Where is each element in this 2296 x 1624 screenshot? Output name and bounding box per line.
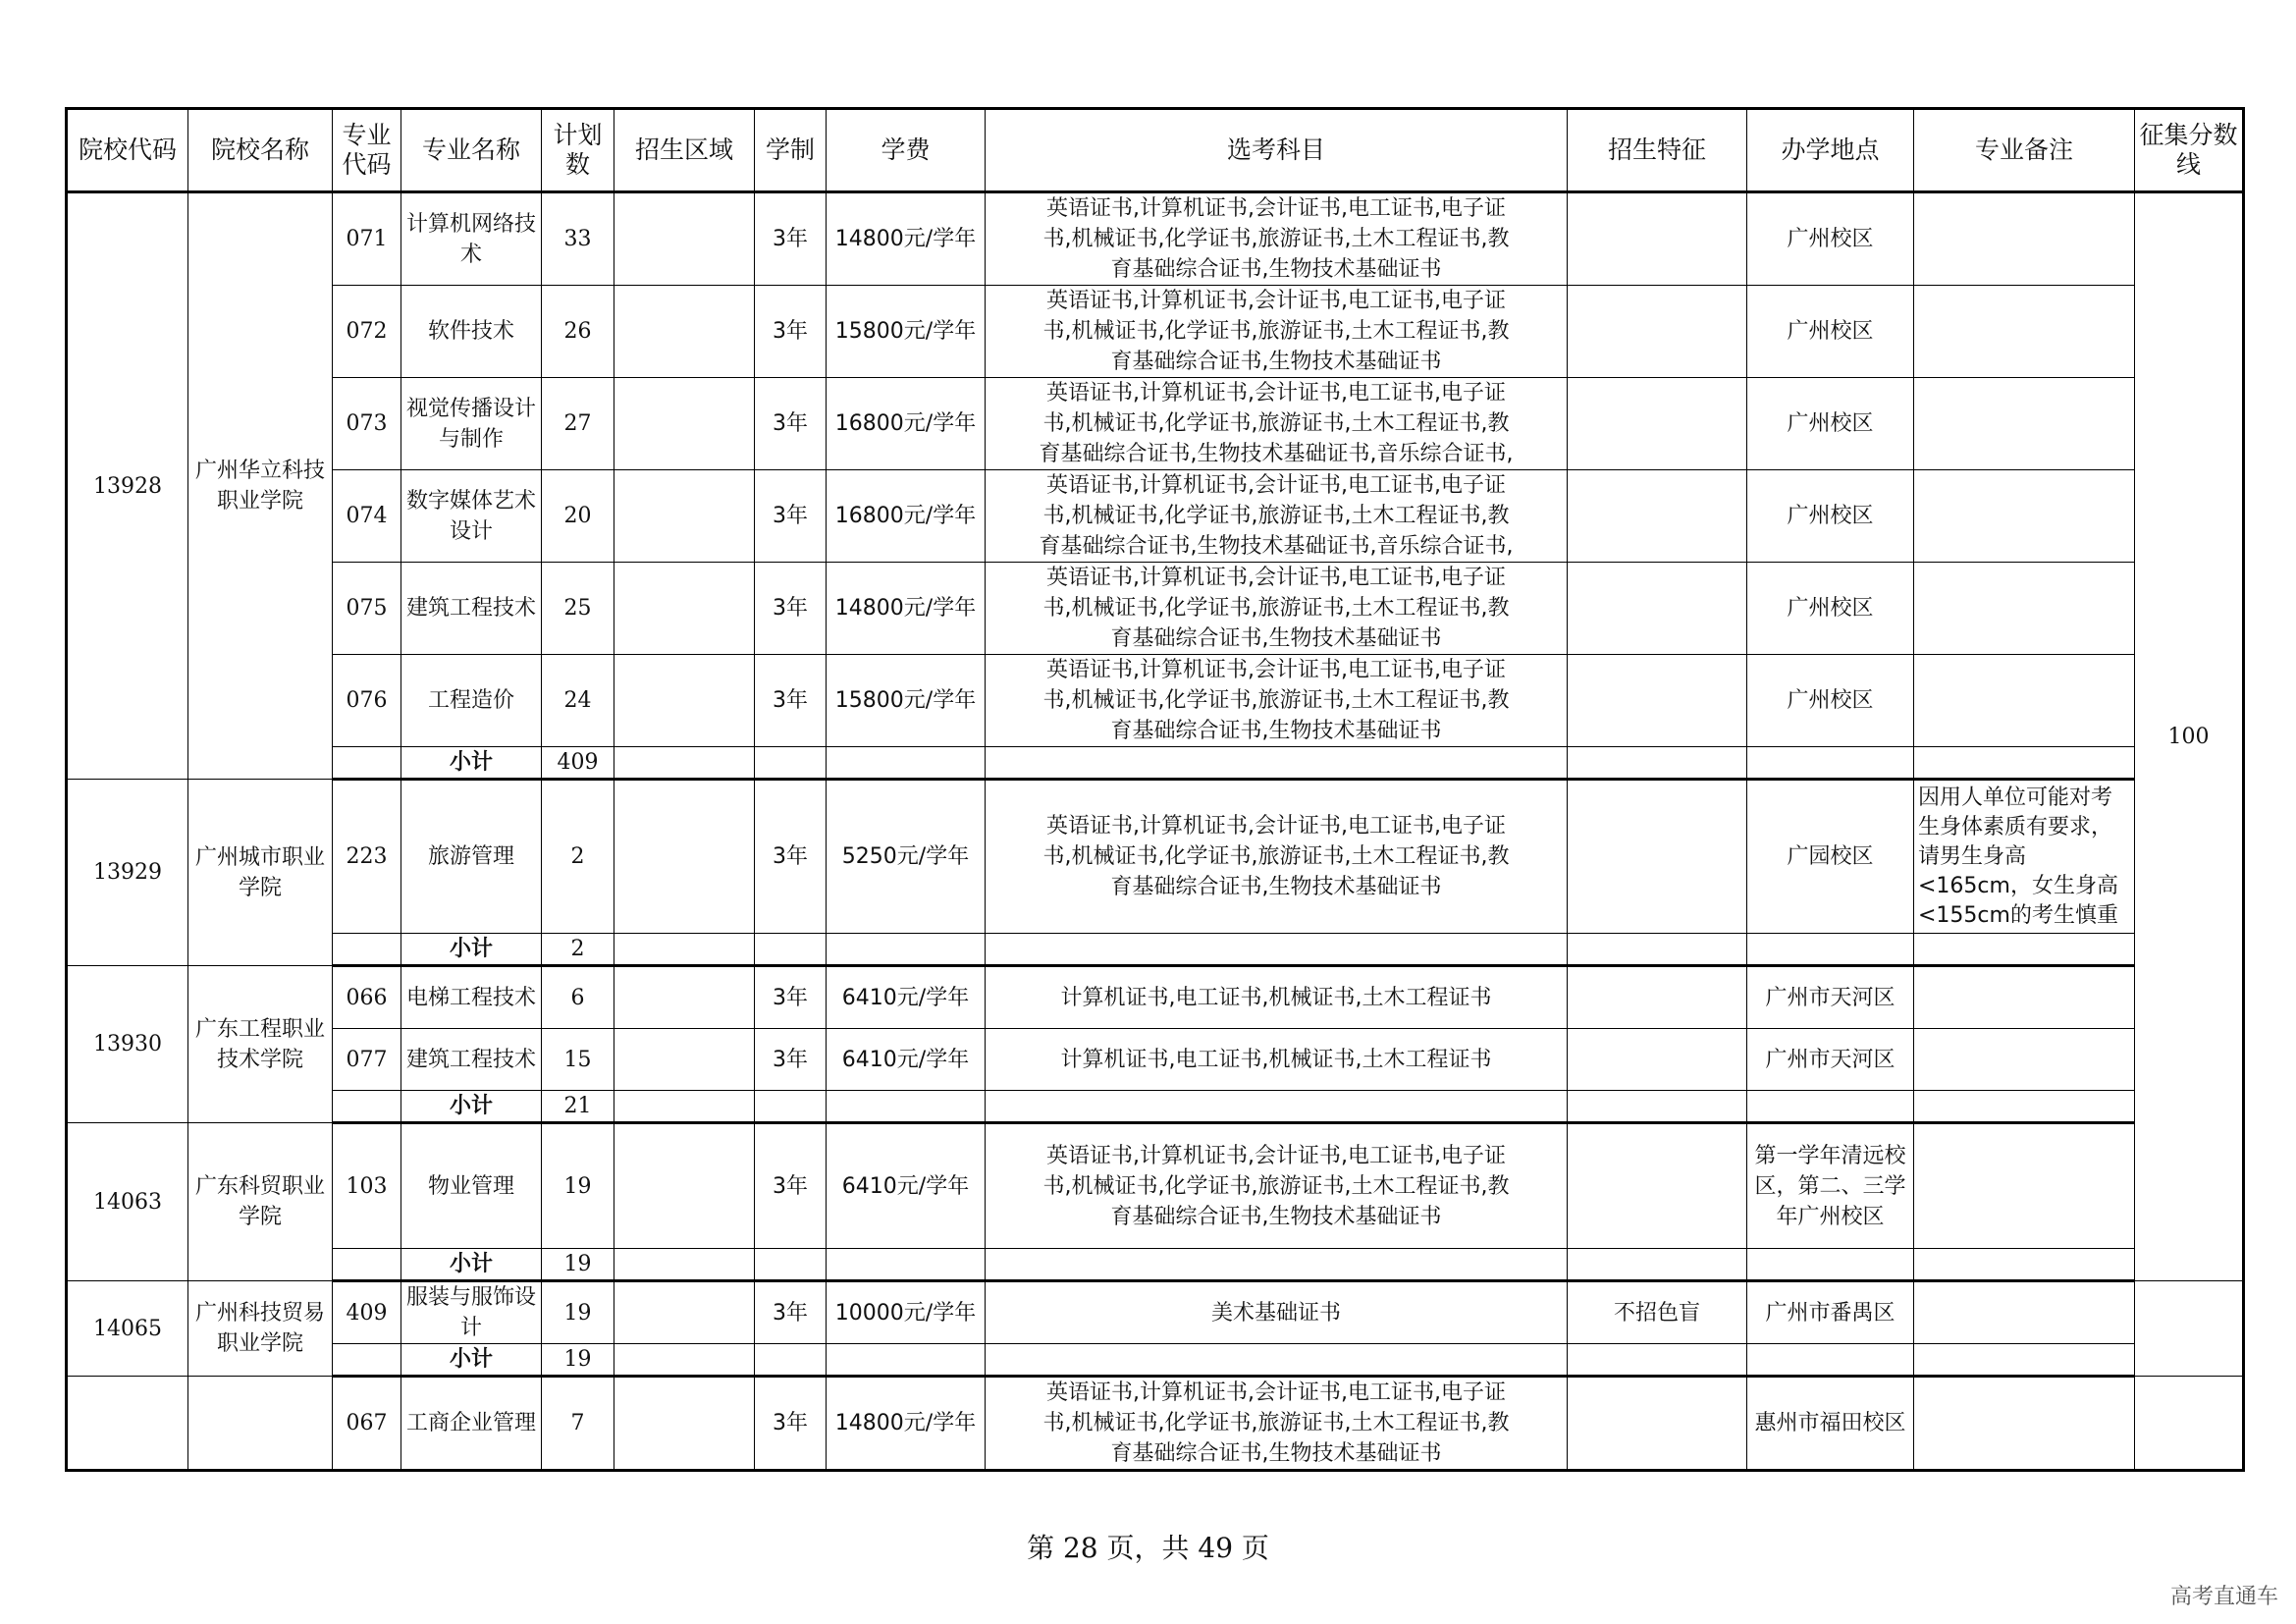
campus-location: 广州校区 — [1747, 286, 1914, 378]
table-row — [67, 1029, 2244, 1091]
tuition-fee: 5250元/学年 — [827, 780, 986, 934]
subject-line: 育基础综合证书,生物技术基础证书 — [1110, 1441, 1442, 1466]
table-row — [67, 286, 2244, 378]
subtotal-empty — [614, 1091, 755, 1123]
subject-line: 育基础综合证书,生物技术基础证书 — [1110, 1204, 1442, 1229]
school-code: 14065 — [67, 1281, 188, 1377]
enrollment-feature — [1568, 192, 1747, 286]
major-code: 103 — [333, 1123, 401, 1249]
subtotal-value: 19 — [542, 1344, 614, 1377]
major-note — [1914, 1029, 2135, 1091]
major-code: 072 — [333, 286, 401, 378]
region-cell — [614, 780, 755, 934]
enrollment-feature — [1568, 563, 1747, 655]
subtotal-empty — [986, 934, 1568, 966]
region-cell — [614, 1123, 755, 1249]
major-name: 数字媒体艺术设计 — [401, 470, 542, 563]
region-cell — [614, 563, 755, 655]
table-row — [67, 780, 2244, 934]
subject-line: 育基础综合证书,生物技术基础证书 — [1110, 875, 1442, 899]
subjects — [986, 192, 1568, 286]
subject-line: 英语证书,计算机证书,会计证书,电工证书,电子证 — [1046, 196, 1506, 221]
subtotal-empty — [1914, 747, 2135, 780]
subtotal-label: 小计 — [401, 1344, 542, 1377]
region-cell — [614, 286, 755, 378]
subject-line: 育基础综合证书,生物技术基础证书 — [1110, 626, 1442, 651]
subtotal-empty — [1568, 1091, 1747, 1123]
subtotal-row — [67, 1091, 2244, 1123]
campus-location: 第一学年清远校区，第二、三学年广州校区 — [1747, 1123, 1914, 1249]
subject-line: 书,机械证书,化学证书,旅游证书,土木工程证书,教 — [1042, 596, 1510, 621]
subtotal-label: 小计 — [401, 934, 542, 966]
subtotal-empty — [827, 1344, 986, 1377]
years: 3年 — [755, 1377, 827, 1471]
tuition-fee: 16800元/学年 — [827, 378, 986, 470]
major-note — [1914, 286, 2135, 378]
major-name: 建筑工程技术 — [401, 563, 542, 655]
enrollment-feature — [1568, 966, 1747, 1029]
years: 3年 — [755, 966, 827, 1029]
major-code: 076 — [333, 655, 401, 747]
subject-line: 书,机械证书,化学证书,旅游证书,土木工程证书,教 — [1042, 688, 1510, 713]
subject-line: 英语证书,计算机证书,会计证书,电工证书,电子证 — [1046, 381, 1506, 406]
plan-count: 19 — [542, 1123, 614, 1249]
admission-table — [65, 107, 2245, 1472]
major-name: 电梯工程技术 — [401, 966, 542, 1029]
subtotal-empty — [1914, 1249, 2135, 1281]
years: 3年 — [755, 1029, 827, 1091]
table-row — [67, 1377, 2244, 1471]
school-name: 广东科贸职业学院 — [188, 1123, 333, 1281]
tuition-fee: 6410元/学年 — [827, 1029, 986, 1091]
subjects — [986, 1281, 1568, 1344]
tuition-fee: 15800元/学年 — [827, 286, 986, 378]
enrollment-feature — [1568, 470, 1747, 563]
subject-line: 育基础综合证书,生物技术基础证书,音乐综合证书, — [1039, 534, 1514, 559]
subtotal-empty — [1568, 934, 1747, 966]
school-code: 14063 — [67, 1123, 188, 1281]
region-cell — [614, 966, 755, 1029]
tuition-fee: 6410元/学年 — [827, 1123, 986, 1249]
years: 3年 — [755, 192, 827, 286]
plan-count: 2 — [542, 780, 614, 934]
major-name: 软件技术 — [401, 286, 542, 378]
subject-line: 英语证书,计算机证书,会计证书,电工证书,电子证 — [1046, 658, 1506, 682]
school-code: 13928 — [67, 192, 188, 780]
subtotal-label: 小计 — [401, 1249, 542, 1281]
subject-line: 英语证书,计算机证书,会计证书,电工证书,电子证 — [1046, 1380, 1506, 1405]
school-code: 13929 — [67, 780, 188, 966]
subtotal-value: 2 — [542, 934, 614, 966]
table-row — [67, 966, 2244, 1029]
major-code: 067 — [333, 1377, 401, 1471]
subject-line: 育基础综合证书,生物技术基础证书 — [1110, 257, 1442, 282]
cutoff-score-empty — [2135, 1281, 2244, 1377]
subtotal-gap — [333, 934, 401, 966]
header-row — [67, 109, 2244, 192]
subtotal-row — [67, 747, 2244, 780]
plan-count: 6 — [542, 966, 614, 1029]
school-name: 广东工程职业技术学院 — [188, 966, 333, 1123]
major-code: 071 — [333, 192, 401, 286]
major-note — [1914, 563, 2135, 655]
table-row — [67, 192, 2244, 286]
major-code: 075 — [333, 563, 401, 655]
subtotal-gap — [333, 747, 401, 780]
subjects — [986, 1377, 1568, 1471]
enrollment-feature: 不招色盲 — [1568, 1281, 1747, 1344]
subjects — [986, 563, 1568, 655]
subject-line: 书,机械证书,化学证书,旅游证书,土木工程证书,教 — [1042, 1411, 1510, 1435]
subtotal-empty — [1914, 1344, 2135, 1377]
subtotal-empty — [986, 747, 1568, 780]
subtotal-empty — [1568, 747, 1747, 780]
campus-location: 广州校区 — [1747, 655, 1914, 747]
years: 3年 — [755, 378, 827, 470]
subtotal-empty — [986, 1091, 1568, 1123]
subtotal-row — [67, 1249, 2244, 1281]
region-cell — [614, 378, 755, 470]
subtotal-empty — [827, 1091, 986, 1123]
subjects — [986, 655, 1568, 747]
subjects — [986, 966, 1568, 1029]
major-name: 服装与服饰设计 — [401, 1281, 542, 1344]
subject-line: 英语证书,计算机证书,会计证书,电工证书,电子证 — [1046, 814, 1506, 839]
table-row — [67, 1123, 2244, 1249]
subject-line: 育基础综合证书,生物技术基础证书,音乐综合证书, — [1039, 442, 1514, 466]
tuition-fee: 15800元/学年 — [827, 655, 986, 747]
region-cell — [614, 655, 755, 747]
header-school-name: 院校名称 — [188, 109, 333, 192]
subtotal-empty — [827, 747, 986, 780]
subject-line: 美术基础证书 — [1210, 1300, 1341, 1326]
major-code: 077 — [333, 1029, 401, 1091]
subtotal-empty — [1914, 1091, 2135, 1123]
subtotal-empty — [986, 1249, 1568, 1281]
cutoff-score-empty — [2135, 1377, 2244, 1471]
enrollment-feature — [1568, 286, 1747, 378]
region-cell — [614, 1281, 755, 1344]
major-note — [1914, 1281, 2135, 1344]
years: 3年 — [755, 470, 827, 563]
subjects — [986, 1123, 1568, 1249]
major-name: 物业管理 — [401, 1123, 542, 1249]
subtotal-value: 21 — [542, 1091, 614, 1123]
school-name — [188, 1377, 333, 1471]
enrollment-feature — [1568, 1029, 1747, 1091]
header-major-code: 专业代码 — [333, 109, 401, 192]
subject-line: 计算机证书,电工证书,机械证书,土木工程证书 — [1060, 985, 1492, 1010]
plan-count: 24 — [542, 655, 614, 747]
header-major-name: 专业名称 — [401, 109, 542, 192]
major-name: 旅游管理 — [401, 780, 542, 934]
table-row — [67, 655, 2244, 747]
subjects — [986, 286, 1568, 378]
region-cell — [614, 470, 755, 563]
subtotal-empty — [755, 934, 827, 966]
subject-line: 英语证书,计算机证书,会计证书,电工证书,电子证 — [1046, 289, 1506, 313]
subject-line: 书,机械证书,化学证书,旅游证书,土木工程证书,教 — [1042, 504, 1510, 528]
major-note — [1914, 470, 2135, 563]
plan-count: 20 — [542, 470, 614, 563]
major-name: 工商企业管理 — [401, 1377, 542, 1471]
subject-line: 育基础综合证书,生物技术基础证书 — [1110, 350, 1442, 374]
subjects — [986, 780, 1568, 934]
subtotal-label: 小计 — [401, 1091, 542, 1123]
campus-location: 广州市天河区 — [1747, 966, 1914, 1029]
campus-location: 广州市番禺区 — [1747, 1281, 1914, 1344]
subject-line: 英语证书,计算机证书,会计证书,电工证书,电子证 — [1046, 1143, 1506, 1168]
table-row — [67, 378, 2244, 470]
subtotal-empty — [755, 1344, 827, 1377]
plan-count: 19 — [542, 1281, 614, 1344]
subtotal-row — [67, 1344, 2244, 1377]
subtotal-empty — [827, 934, 986, 966]
years: 3年 — [755, 1281, 827, 1344]
major-name: 视觉传播设计与制作 — [401, 378, 542, 470]
subtotal-gap — [333, 1249, 401, 1281]
header-years: 学制 — [755, 109, 827, 192]
major-code: 223 — [333, 780, 401, 934]
table-row — [67, 470, 2244, 563]
subtotal-empty — [1747, 1344, 1914, 1377]
subtotal-empty — [614, 1249, 755, 1281]
subtotal-empty — [614, 747, 755, 780]
years: 3年 — [755, 780, 827, 934]
plan-count: 25 — [542, 563, 614, 655]
enrollment-feature — [1568, 378, 1747, 470]
subject-line: 书,机械证书,化学证书,旅游证书,土木工程证书,教 — [1042, 844, 1510, 869]
major-note — [1914, 966, 2135, 1029]
subtotal-value: 409 — [542, 747, 614, 780]
subtotal-row — [67, 934, 2244, 966]
campus-location: 惠州市福田校区 — [1747, 1377, 1914, 1471]
tuition-fee: 16800元/学年 — [827, 470, 986, 563]
enrollment-feature — [1568, 780, 1747, 934]
subtotal-empty — [1747, 1249, 1914, 1281]
plan-count: 7 — [542, 1377, 614, 1471]
subtotal-empty — [614, 1344, 755, 1377]
years: 3年 — [755, 655, 827, 747]
subtotal-empty — [755, 1249, 827, 1281]
cutoff-score: 100 — [2135, 192, 2244, 1281]
subtotal-empty — [827, 1249, 986, 1281]
major-note — [1914, 655, 2135, 747]
campus-location: 广州市天河区 — [1747, 1029, 1914, 1091]
table-row — [67, 1281, 2244, 1344]
campus-location: 广州校区 — [1747, 192, 1914, 286]
tuition-fee: 14800元/学年 — [827, 1377, 986, 1471]
header-fee: 学费 — [827, 109, 986, 192]
campus-location: 广园校区 — [1747, 780, 1914, 934]
header-school-code: 院校代码 — [67, 109, 188, 192]
region-cell — [614, 192, 755, 286]
major-name: 建筑工程技术 — [401, 1029, 542, 1091]
subtotal-empty — [1568, 1344, 1747, 1377]
subtotal-gap — [333, 1091, 401, 1123]
header-region: 招生区域 — [614, 109, 755, 192]
major-note — [1914, 192, 2135, 286]
subtotal-empty — [1747, 1091, 1914, 1123]
major-note: 因用人单位可能对考生身体素质有要求，请男生身高<165cm，女生身高<155cm的考生慎重 — [1914, 780, 2135, 934]
major-name: 工程造价 — [401, 655, 542, 747]
region-cell — [614, 1029, 755, 1091]
school-name: 广州城市职业学院 — [188, 780, 333, 966]
major-note — [1914, 1123, 2135, 1249]
subject-line: 育基础综合证书,生物技术基础证书 — [1110, 719, 1442, 743]
major-name: 计算机网络技术 — [401, 192, 542, 286]
page-footer: 第 28 页，共 49 页 — [1027, 1532, 1269, 1564]
header-note: 专业备注 — [1914, 109, 2135, 192]
major-code: 073 — [333, 378, 401, 470]
subject-line: 书,机械证书,化学证书,旅游证书,土木工程证书,教 — [1042, 411, 1510, 436]
table-row — [67, 563, 2244, 655]
plan-count: 27 — [542, 378, 614, 470]
enrollment-feature — [1568, 655, 1747, 747]
years: 3年 — [755, 1123, 827, 1249]
plan-count: 33 — [542, 192, 614, 286]
tuition-fee: 14800元/学年 — [827, 563, 986, 655]
tuition-fee: 6410元/学年 — [827, 966, 986, 1029]
major-code: 066 — [333, 966, 401, 1029]
years: 3年 — [755, 563, 827, 655]
header-location: 办学地点 — [1747, 109, 1914, 192]
subtotal-empty — [1747, 747, 1914, 780]
subject-line: 计算机证书,电工证书,机械证书,土木工程证书 — [1060, 1047, 1492, 1072]
school-name: 广州华立科技职业学院 — [188, 192, 333, 780]
plan-count: 26 — [542, 286, 614, 378]
table-body — [67, 192, 2244, 1471]
major-code: 074 — [333, 470, 401, 563]
school-code — [67, 1377, 188, 1471]
subject-line: 英语证书,计算机证书,会计证书,电工证书,电子证 — [1046, 473, 1506, 498]
region-cell — [614, 1377, 755, 1471]
subtotal-value: 19 — [542, 1249, 614, 1281]
subject-line: 书,机械证书,化学证书,旅游证书,土木工程证书,教 — [1042, 319, 1510, 344]
tuition-fee: 10000元/学年 — [827, 1281, 986, 1344]
major-note — [1914, 1377, 2135, 1471]
campus-location: 广州校区 — [1747, 563, 1914, 655]
enrollment-feature — [1568, 1377, 1747, 1471]
major-note — [1914, 378, 2135, 470]
subtotal-empty — [755, 1091, 827, 1123]
years: 3年 — [755, 286, 827, 378]
header-feature: 招生特征 — [1568, 109, 1747, 192]
subtotal-empty — [1568, 1249, 1747, 1281]
subject-line: 书,机械证书,化学证书,旅游证书,土木工程证书,教 — [1042, 227, 1510, 251]
subtotal-gap — [333, 1344, 401, 1377]
campus-location: 广州校区 — [1747, 470, 1914, 563]
campus-location: 广州校区 — [1747, 378, 1914, 470]
tuition-fee: 14800元/学年 — [827, 192, 986, 286]
subjects — [986, 1029, 1568, 1091]
header-cutoff: 征集分数线 — [2135, 109, 2244, 192]
subtotal-empty — [986, 1344, 1568, 1377]
watermark: 高考直通车 — [2169, 1585, 2278, 1609]
enrollment-feature — [1568, 1123, 1747, 1249]
subtotal-label: 小计 — [401, 747, 542, 780]
subjects — [986, 378, 1568, 470]
subject-line: 英语证书,计算机证书,会计证书,电工证书,电子证 — [1046, 566, 1506, 590]
major-code: 409 — [333, 1281, 401, 1344]
subjects — [986, 470, 1568, 563]
school-name: 广州科技贸易职业学院 — [188, 1281, 333, 1377]
subtotal-empty — [755, 747, 827, 780]
plan-count: 15 — [542, 1029, 614, 1091]
header-subjects: 选考科目 — [986, 109, 1568, 192]
subtotal-empty — [1914, 934, 2135, 966]
header-plan: 计划数 — [542, 109, 614, 192]
subtotal-empty — [614, 934, 755, 966]
subject-line: 书,机械证书,化学证书,旅游证书,土木工程证书,教 — [1042, 1173, 1510, 1199]
school-code: 13930 — [67, 966, 188, 1123]
subtotal-empty — [1747, 934, 1914, 966]
